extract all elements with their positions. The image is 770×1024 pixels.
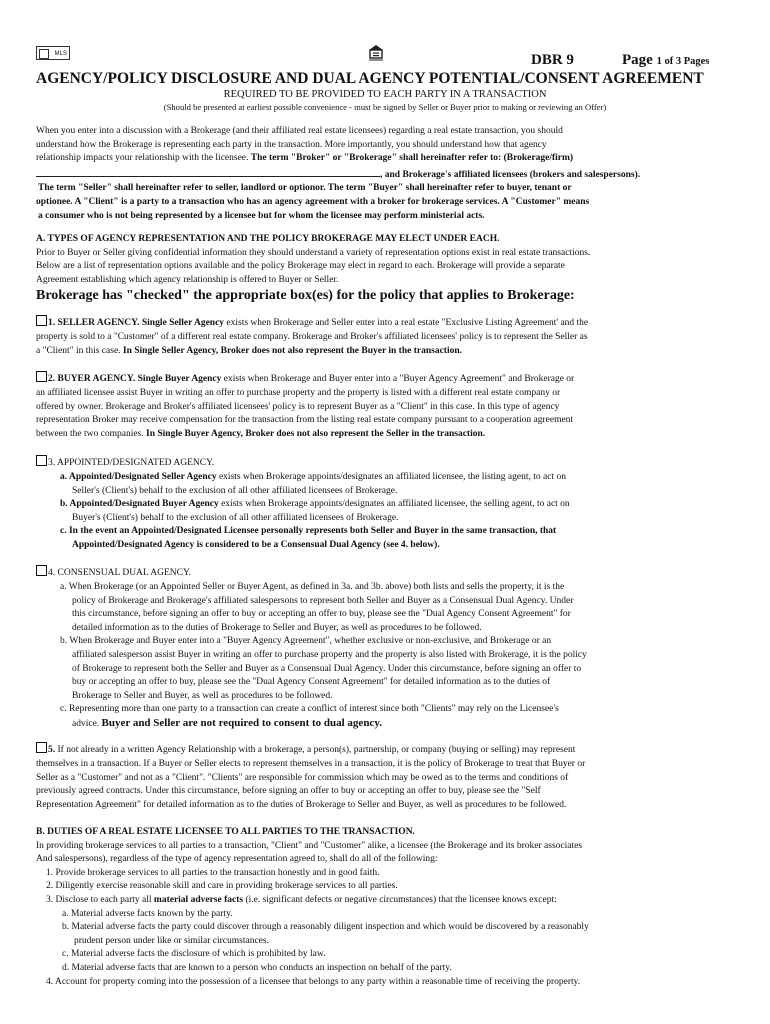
section-b: B. DUTIES OF A REAL ESTATE LICENSEE TO ALL PARTIES TO THE TRANSACTION. In providing brokerage services to all parties to a transaction, "Client" and "Customer" alike, a licensee (the Brokerage and its broker associates And salespersons), regardless of the type of agency representation agreed to, shall do all of the following: 1. Provide brokerage services to all parties to the transaction honestly and in good faith. 2. Diligently exercise reasonable skill and care in providing brokerage services to all parties. 3. Disclose to each party all material adverse facts (i.e. significant defects or negative circumstances) that the licensee knows except: a. Material adverse facts known by the party. b. Material adverse facts the party could discover through a reasonably diligent inspection and which would be discovered by a reasonably prudent person under like or similar circumstances. c. Material adverse facts the disclosure of which is prohibited by law. d. Material adverse facts that are known to a person who conducts an inspection on behalf of the party. 4. Account for property coming into the possession of a licensee that belongs to any party within a reasonable time of receiving the property. (36, 827, 589, 987)
option-self-representation: 5. If not already in a written Agency Relationship with a brokerage, a person(s), partnership, or company (buying or selling) may represent themselves in a transaction. If a Buyer or Seller elects to represent themselves in a transaction, it is the policy of Brokerage to treat that Buyer or Seller as a "Customer" and not as a "Client". "Clients" are responsible for commission which may be owed as to the terms and conditions of previously agreed contracts. Under this circumstance, before signing an offer to buy or accepting an offer to buy, please see the "Self Representation Agreement" for detailed information as to the duties of Brokerage to Seller and Buyer, as well as procedures to be followed. (36, 742, 585, 812)
form-id: DBR 9 (531, 52, 574, 68)
buyer-agency-checkbox[interactable] (36, 371, 47, 382)
realtor-icon (39, 49, 49, 59)
mls-logo: MLS (36, 46, 70, 60)
option-appointed-agency: 3. APPOINTED/DESIGNATED AGENCY. a. Appointed/Designated Seller Agency exists when Brokerage appoints/designates an affiliated licensee, the listing agent, to act on Seller's (Client's) behalf to the exclusion of all other affiliated licensees of Brokerage. b. Appointed/Designated Buyer Agency exists when Brokerage appoints/designates an affiliated licensee, the selling agent, to act on Buyer's (Client's) behalf to the exclusion of all other affiliated licensees of Brokerage. c. In the event an Appointed/Designated Licensee personally represents both Seller and Buyer in the same transaction, that Appointed/Designated Agency is considered to be a Consensual Dual Agency (see 4. below). (36, 455, 570, 553)
option-buyer-agency: 2. BUYER AGENCY. Single Buyer Agency exists when Brokerage and Buyer enter into a "Buyer Agency Agreement" and Brokerage or an affiliated licensee assist Buyer in writing an offer to purchase property and the property is listed with a different real estate company or offered by owner. Brokerage and Broker's affiliated licensees' policy is to represent Buyer as a "Client" in this case. In this type of agency representation Broker may receive compensation for the transaction from the listing real estate company pursuant to a cooperation agreement between the two companies. In Single Buyer Agency, Broker does not also represent the Seller in the transaction. (36, 371, 574, 441)
equal-housing-icon (368, 44, 384, 62)
brokerage-firm-field[interactable] (36, 166, 380, 177)
section-b-heading: B. DUTIES OF A REAL ESTATE LICENSEE TO ALL PARTIES TO THE TRANSACTION. (36, 827, 415, 837)
page-number: Page 1 of 3 Pages (622, 52, 710, 68)
option-consensual-dual-agency: 4. CONSENSUAL DUAL AGENCY. a. When Brokerage (or an Appointed Seller or Buyer Agent, as defined in 3a. and 3b. above) both lists and sells the property, it is the policy of Brokerage and Brokerage's affiliated salespersons to represent both Seller and Buyer as a Consensual Dual Agency. Under this circumstance, before signing an offer to buy or accepting an offer to buy, please see the "Dual Agency Consent Agreement" for detailed information as to the duties of Brokerage to Seller and Buyer, as well as procedures to be followed. b. When Brokerage and Buyer enter into a "Buyer Agency Agreement", whether exclusive or non-exclusive, and Brokerage or an affiliated salesperson assist Buyer in writing an offer to purchase property and the property is also listed with Brokerage, it is the policy of Brokerage to represent both the Seller and Buyer as a Consensual Dual Agency. Under this circumstance, before signing an offer to buy or accepting an offer to buy, please see the "Dual Agency Consent Agreement" for detailed information as to the duties of Brokerage to Seller and Buyer, as well as procedures to be followed. c. Representing more than one party to a transaction can create a conflict of interest since both "Clients" may rely on the Licensee's advice. Buyer and Seller are not required to consent to dual agency. (36, 565, 587, 732)
subnote: (Should be presented at earliest possible convenience - must be signed by Seller or Buyer prior to making or reviewing an Offer) (163, 102, 607, 112)
appointed-agency-checkbox[interactable] (36, 455, 47, 466)
section-a: A. TYPES OF AGENCY REPRESENTATION AND THE POLICY BROKERAGE MAY ELECT UNDER EACH. Prior to Buyer or Seller giving confidential information they should understand a variety of representation options exist in real estate transactions. Below are a list of representation options available and the policy Brokerage may elect in regard to each. Brokerage will provide a separate Agreement establishing which agency relationship is offered to Buyer or Seller. (36, 234, 591, 285)
page-title: AGENCY/POLICY DISCLOSURE AND DUAL AGENCY POTENTIAL/CONSENT AGREEMENT (36, 70, 704, 87)
intro-paragraph: When you enter into a discussion with a Brokerage (and their affiliated real estate licensees) regarding a real estate transaction, you should understand how the Brokerage is representing each party in the transaction. More importantly, you should understand how that agency relationship impacts your relationship with the licensee. The term "Broker" or "Brokerage" shall hereinafter refer to: (Brokerage/firm) , and Brokerage's affiliated licensees (brokers and salespersons). The term "Seller" shall hereinafter refer to seller, landlord or optionor. The term "Buyer" shall hereinafter refer to buyer, tenant or optionee. A "Client" is a party to a transaction who has an agency agreement with a broker for brokerage services. A "Customer" means a consumer who is not being represented by a licensee but for whom the licensee may perform ministerial acts. (36, 126, 641, 221)
checked-heading: Brokerage has "checked" the appropriate box(es) for the policy that applies to Brokerage: (36, 288, 575, 303)
dual-agency-checkbox[interactable] (36, 565, 47, 576)
section-a-heading: A. TYPES OF AGENCY REPRESENTATION AND THE POLICY BROKERAGE MAY ELECT UNDER EACH. (36, 234, 500, 244)
seller-agency-checkbox[interactable] (36, 315, 47, 326)
subtitle: REQUIRED TO BE PROVIDED TO EACH PARTY IN A TRANSACTION (223, 89, 547, 100)
option-seller-agency: 1. SELLER AGENCY. Single Seller Agency exists when Brokerage and Seller enter into a real estate "Exclusive Listing Agreement' and the property is sold to a "Customer" of a different real estate company. Brokerage and Broker's affiliated licensees' policy is to represent the Seller as a "Client" in this case. In Single Seller Agency, Broker does not also represent the Buyer in the transaction. (36, 315, 588, 358)
self-representation-checkbox[interactable] (36, 742, 47, 753)
